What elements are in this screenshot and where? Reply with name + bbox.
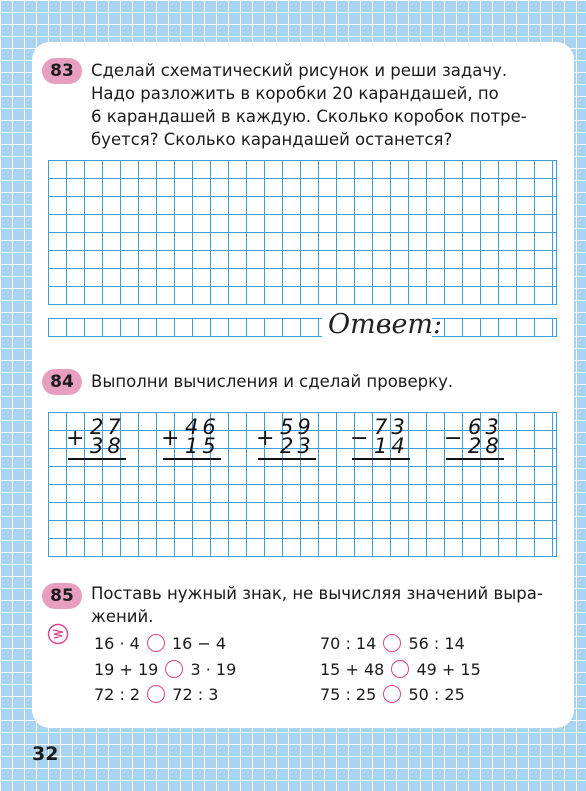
- calc-operator: +: [256, 426, 275, 451]
- compare-row-left-1: [94, 634, 226, 653]
- sign-circle[interactable]: [165, 660, 183, 678]
- calc-operator: −: [350, 426, 369, 451]
- sign-circle[interactable]: [147, 685, 165, 703]
- sign-circle[interactable]: [391, 660, 409, 678]
- expr-left: 70 : 14: [320, 634, 377, 653]
- calc-second-number: 38: [90, 434, 125, 458]
- task-83-answer-grid[interactable]: [48, 318, 557, 337]
- compare-row-right-1: [320, 634, 465, 653]
- calc-underline: [258, 458, 316, 460]
- calc-operator: +: [161, 426, 180, 451]
- expr-right: 72 : 3: [172, 685, 219, 704]
- expr-right: 56 : 14: [408, 634, 465, 653]
- task-83-drawing-grid[interactable]: [48, 160, 557, 305]
- calc-first-number: 63: [468, 415, 503, 439]
- calc-underline: [352, 458, 410, 460]
- page-number: 32: [32, 743, 59, 765]
- task-83-answer-label: Ответ:: [322, 310, 432, 340]
- expr-left: 16 · 4: [94, 634, 140, 653]
- calc-second-number: 15: [185, 434, 220, 458]
- task-83-line-3: 6 карандашей в каждую. Сколько коробок потре-: [91, 107, 527, 126]
- sign-circle[interactable]: [147, 634, 165, 652]
- task-83-line-1: Сделай схематический рисунок и реши задачу.: [91, 61, 508, 80]
- expr-left: 15 + 48: [320, 660, 385, 679]
- calc-first-number: 73: [374, 415, 409, 439]
- compare-row-right-3: [320, 685, 465, 704]
- calc-4: [350, 417, 436, 461]
- calc-second-number: 14: [374, 434, 409, 458]
- calc-underline: [163, 458, 221, 460]
- task-85-line-1: Поставь нужный знак, не вычисляя значений выра-: [91, 584, 543, 603]
- compare-row-right-2: [320, 660, 481, 679]
- expr-left: 19 + 19: [94, 660, 159, 679]
- calc-underline: [68, 458, 126, 460]
- calc-first-number: 59: [280, 415, 315, 439]
- calc-2: [161, 417, 247, 461]
- task-83-line-2: Надо разложить в коробки 20 карандашей, по: [91, 84, 499, 103]
- expr-left: 75 : 25: [320, 685, 377, 704]
- calc-operator: −: [444, 426, 463, 451]
- compare-row-left-3: [94, 685, 218, 704]
- calc-1: [66, 417, 152, 461]
- smiley-icon: [47, 623, 69, 645]
- calc-operator: +: [66, 426, 85, 451]
- calc-second-number: 23: [280, 434, 315, 458]
- task-84-badge: 84: [42, 369, 82, 395]
- calc-first-number: 27: [90, 415, 125, 439]
- expr-right: 3 · 19: [190, 660, 237, 679]
- calc-second-number: 28: [468, 434, 503, 458]
- task-84-title: Выполни вычисления и сделай проверку.: [91, 372, 454, 391]
- task-83-badge: 83: [42, 58, 82, 84]
- sign-circle[interactable]: [383, 634, 401, 652]
- calc-5: [444, 417, 530, 461]
- expr-right: 50 : 25: [408, 685, 465, 704]
- compare-row-left-2: [94, 660, 236, 679]
- expr-right: 49 + 15: [416, 660, 481, 679]
- sign-circle[interactable]: [383, 685, 401, 703]
- task-85-badge: 85: [42, 583, 82, 609]
- calc-first-number: 46: [185, 415, 220, 439]
- calc-underline: [446, 458, 504, 460]
- expr-right: 16 − 4: [171, 634, 227, 653]
- expr-left: 72 : 2: [94, 685, 141, 704]
- task-83-line-4: буется? Сколько карандашей останется?: [91, 130, 453, 149]
- task-85-line-2: жений.: [91, 607, 154, 626]
- calc-3: [256, 417, 342, 461]
